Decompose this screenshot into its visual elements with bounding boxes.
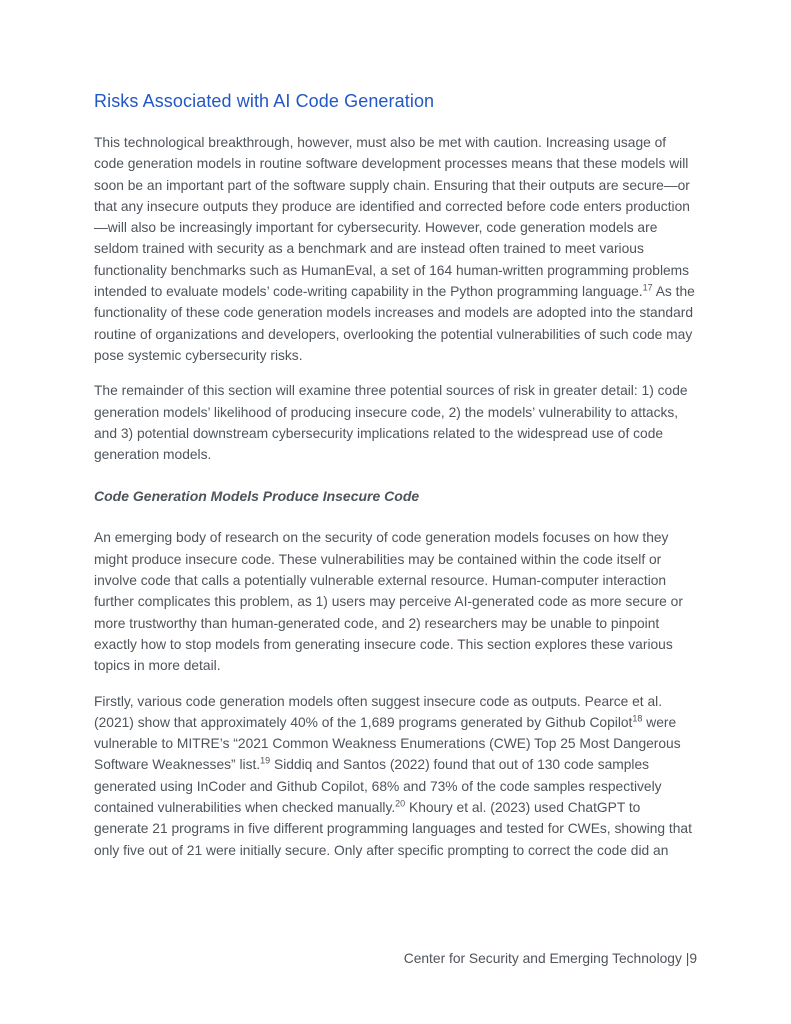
text-run: The remainder of this section will examine three potential sources of risk in greater detail: 1) code generation models’ likelihood of producing insecure code, 2) the models’ vulnerability to attacks, and 3) potential downstream cybersecurity implications related to the widespread use of code generation models. [94, 383, 688, 463]
footer-page-number: 9 [689, 951, 697, 966]
paragraph [94, 380, 698, 465]
text-run: Firstly, various code generation models often suggest insecure code as outputs. Pearce et al. (2021) show that approximately 40% of the 1,689 programs generated by Github Copilot [94, 693, 663, 730]
intro-paragraphs [94, 132, 698, 465]
text-run: This technological breakthrough, however, must also be met with caution. Increasing usage of code generation models in routine software development processes means that these models will soon be an important part of the software supply chain. Ensuring that their outputs are secure—or that any insecure outputs they produce are identified and corrected before code enters production—will also be increasingly important for cybersecurity. However, code generation models are seldom trained with security as a benchmark and are instead often trained to meet various functionality benchmarks such as HumanEval, a set of 164 human-written programming problems intended to evaluate models’ code-writing capability in the Python programming language. [94, 135, 690, 300]
paragraph [94, 132, 698, 366]
paragraph [94, 527, 698, 676]
page-content [94, 90, 698, 875]
text-run: Siddiq and Santos (2022) found that out of 130 code samples generated using InCoder and Github Copilot, 68% and 73% of the code samples respectively contained vulnerabilities when checked manually. [94, 757, 662, 816]
page-footer [404, 948, 697, 969]
footnote-ref: 19 [260, 755, 271, 766]
footnote-ref: 17 [642, 282, 653, 293]
text-run: were vulnerable to MITRE’s “2021 Common Weakness Enumerations (CWE) Top 25 Most Dangerous Software Weaknesses” list. [94, 714, 681, 773]
text-run: Khoury et al. (2023) used ChatGPT to generate 21 programs in five different programming languages and tested for CWEs, showing that only five out of 21 were initially secure. Only after specific prompting to correct the code did an [94, 800, 692, 858]
footnote-ref: 20 [395, 798, 406, 809]
footer-org-text: Center for Security and Emerging Technology | [403, 951, 690, 966]
section-heading: Risks Associated with AI Code Generation [94, 91, 435, 111]
paragraph [94, 691, 698, 861]
footnote-ref: 18 [632, 713, 643, 724]
subsection-heading: Code Generation Models Produce Insecure Code [94, 488, 420, 505]
text-run: As the functionality of these code generation models increases and models are adopted into the standard routine of organizations and developers, overlooking the potential vulnerabilities of such code may pose systemic cybersecurity risks. [94, 284, 695, 363]
text-run: An emerging body of research on the security of code generation models focuses on how they might produce insecure code. These vulnerabilities may be contained within the code itself or involve code that calls a potentially vulnerable external resource. Human-computer interaction further complicates this problem, as 1) users may perceive AI-generated code as more secure or more trustworthy than human-generated code, and 2) researchers may be unable to pinpoint exactly how to stop models from generating insecure code. This section explores these various topics in more detail. [94, 530, 683, 674]
body-paragraphs [94, 527, 698, 860]
